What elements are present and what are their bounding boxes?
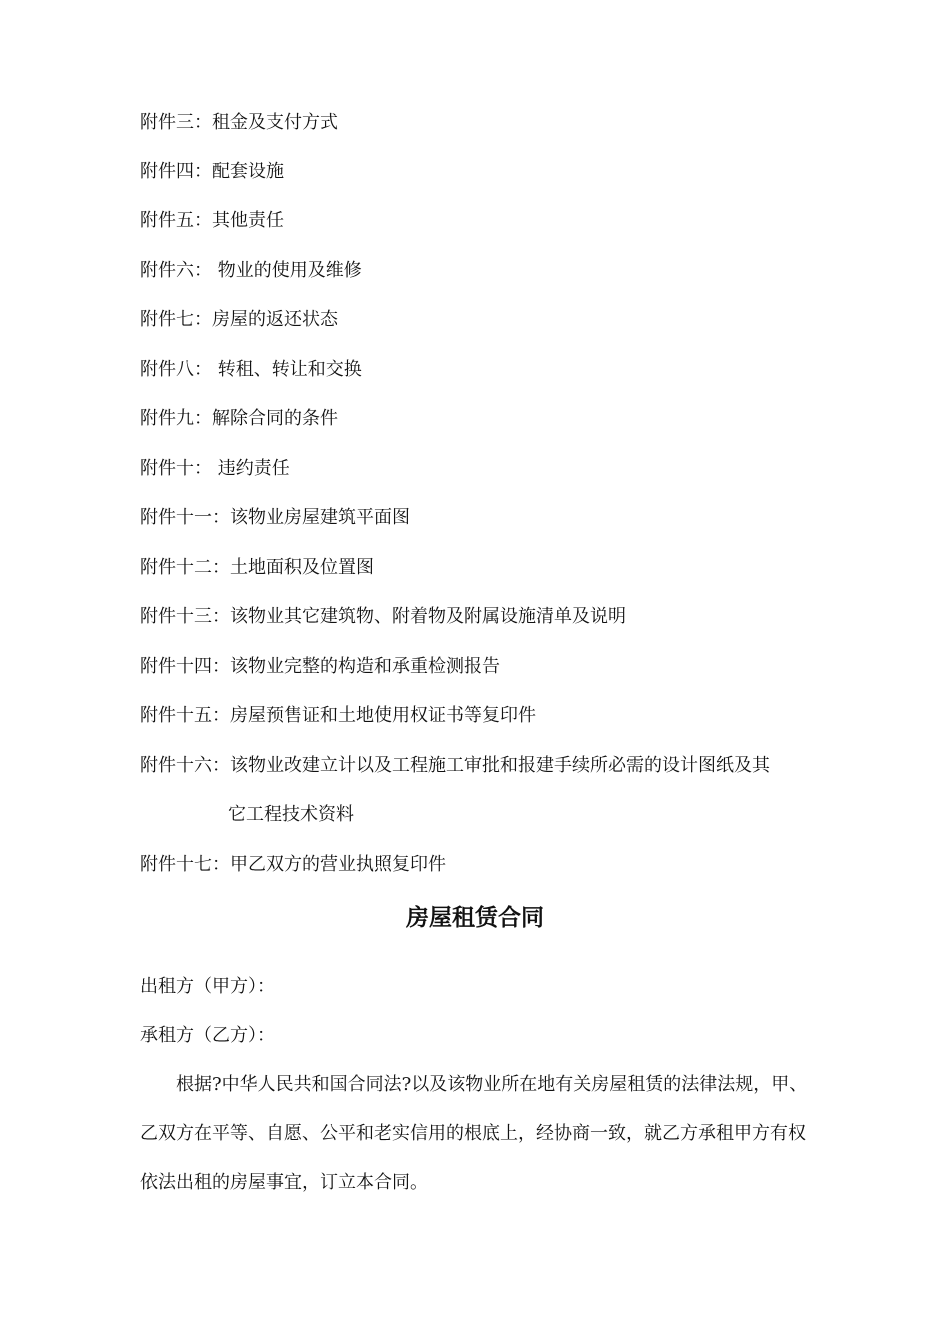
annex-item-7: 附件七：房屋的返还状态 — [140, 309, 338, 330]
annex-item-5: 附件五：其他责任 — [140, 210, 284, 231]
lessor-label: 出租方（甲方）： — [140, 976, 275, 997]
annex-item-4: 附件四：配套设施 — [140, 161, 284, 182]
contract-title: 房屋租赁合同 — [406, 905, 544, 931]
lessee-label: 承租方（乙方）： — [140, 1025, 275, 1046]
annex-item-13: 附件十三：该物业其它建筑物、附着物及附属设施清单及说明 — [140, 606, 626, 627]
annex-item-15: 附件十五：房屋预售证和土地使用权证书等复印件 — [140, 705, 536, 726]
annex-item-16-continuation: 它工程技术资料 — [228, 804, 354, 825]
annex-item-8: 附件八： 转租、转让和交换 — [140, 359, 362, 380]
annex-item-6: 附件六： 物业的使用及维修 — [140, 260, 362, 281]
contract-preamble: 根据?中华人民共和国合同法?以及该物业所在地有关房屋租赁的法律法规，甲、乙双方在平等、自愿、公平和老实信用的根底上，经协商一致，就乙方承租甲方有权依法出租的房屋事宜，订立本合同。 — [140, 1074, 808, 1193]
annex-item-14: 附件十四：该物业完整的构造和承重检测报告 — [140, 656, 500, 677]
annex-item-17: 附件十七：甲乙双方的营业执照复印件 — [140, 854, 446, 875]
annex-item-12: 附件十二：土地面积及位置图 — [140, 557, 374, 578]
annex-item-11: 附件十一：该物业房屋建筑平面图 — [140, 507, 410, 528]
annex-item-10: 附件十： 违约责任 — [140, 458, 290, 479]
annex-item-3: 附件三：租金及支付方式 — [140, 112, 338, 133]
annex-item-9: 附件九：解除合同的条件 — [140, 408, 338, 429]
annex-item-16: 附件十六：该物业改建立计以及工程施工审批和报建手续所必需的设计图纸及其 — [140, 755, 770, 776]
